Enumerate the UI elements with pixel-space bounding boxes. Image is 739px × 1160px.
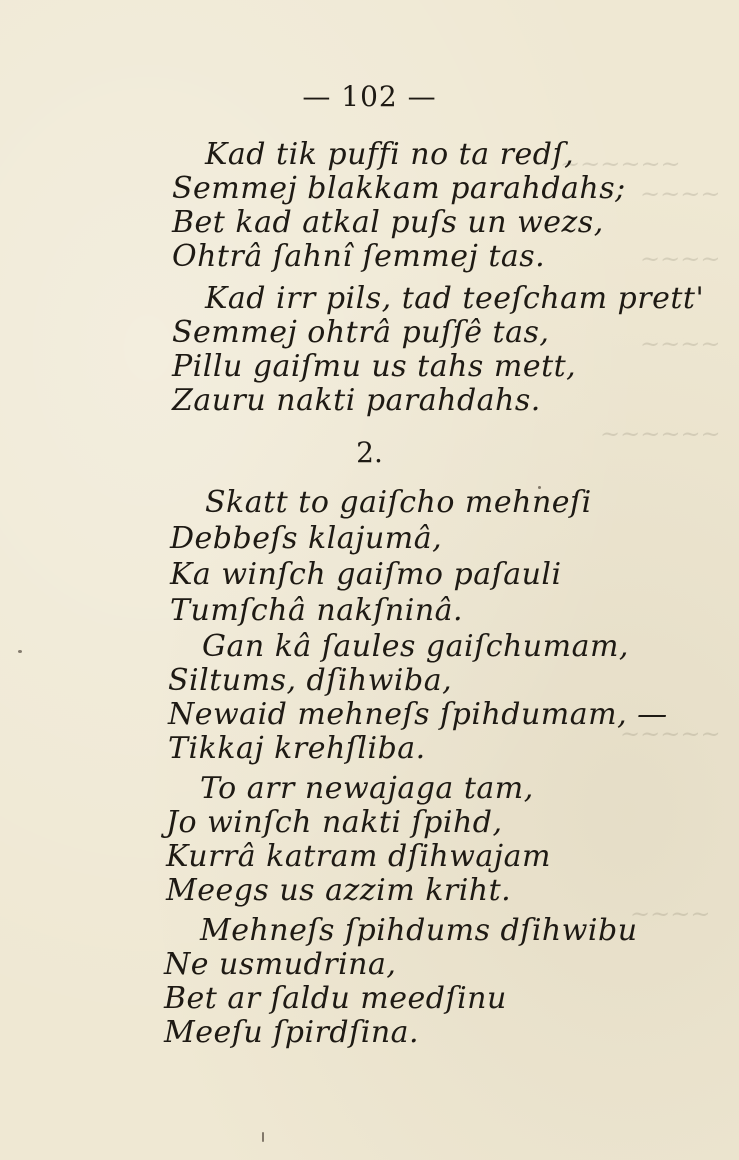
verse-line: Tikkaj krehſliba. <box>168 731 426 766</box>
bleed-through-decoration: ~~~~~~ <box>560 150 681 178</box>
bleed-through-decoration: ~~~~ <box>640 180 721 208</box>
bleed-through-decoration: ~~~~~~ <box>600 420 721 448</box>
verse-line: Debbeſs klajumâ, <box>170 521 443 556</box>
section-number: 2. <box>356 436 383 469</box>
verse-line: Skatt to gaiſcho mehneſi <box>205 485 592 520</box>
verse-line: Kad tik puffi no ta redſ, <box>205 137 575 172</box>
ink-speck <box>262 1132 264 1142</box>
verse-line: Pillu gaiſmu us tahs mett, <box>172 349 577 384</box>
verse-line: Ohtrâ ſahnî ſemmej tas. <box>172 239 546 274</box>
verse-line: Kad irr pils, tad teeſcham prett' <box>205 281 705 316</box>
verse-line: Semmej blakkam parahdahs; <box>172 171 626 206</box>
verse-line: Mehneſs ſpihdums dſihwibu <box>200 913 638 948</box>
verse-line: Tumſchâ nakſninâ. <box>170 593 464 628</box>
bleed-through-decoration: ~~~~ <box>640 330 721 358</box>
page-number: — 102 — <box>302 80 437 113</box>
verse-line: Gan kâ ſaules gaiſchumam, <box>202 629 629 664</box>
bleed-through-decoration: ~~~~ <box>640 245 721 273</box>
verse-line: Meegs us azzim kriht. <box>166 873 512 908</box>
verse-line: Meeſu ſpirdſina. <box>164 1015 420 1050</box>
verse-line: To arr newajaga tam, <box>200 771 534 806</box>
ink-speck <box>18 650 22 653</box>
verse-line: Ne usmudrina, <box>164 947 397 982</box>
verse-line: Newaid mehneſs ſpihdumam, — <box>168 697 668 732</box>
verse-line: Bet ar ſaldu meedſinu <box>164 981 507 1016</box>
verse-line: Kurrâ katram dſihwajam <box>166 839 551 874</box>
verse-line: Semmej ohtrâ puſſê tas, <box>172 315 550 350</box>
verse-line: Jo winſch nakti ſpihd, <box>166 805 503 840</box>
bleed-through-decoration: ~~~~~ <box>620 720 721 748</box>
bleed-through-decoration: ~~~~ <box>630 900 711 928</box>
verse-line: Ka winſch gaiſmo paſauli <box>170 557 562 592</box>
verse-line: Zauru nakti parahdahs. <box>172 383 541 418</box>
verse-line: Bet kad atkal puſs un wezs, <box>172 205 604 240</box>
verse-line: Siltums, dſihwiba, <box>168 663 453 698</box>
